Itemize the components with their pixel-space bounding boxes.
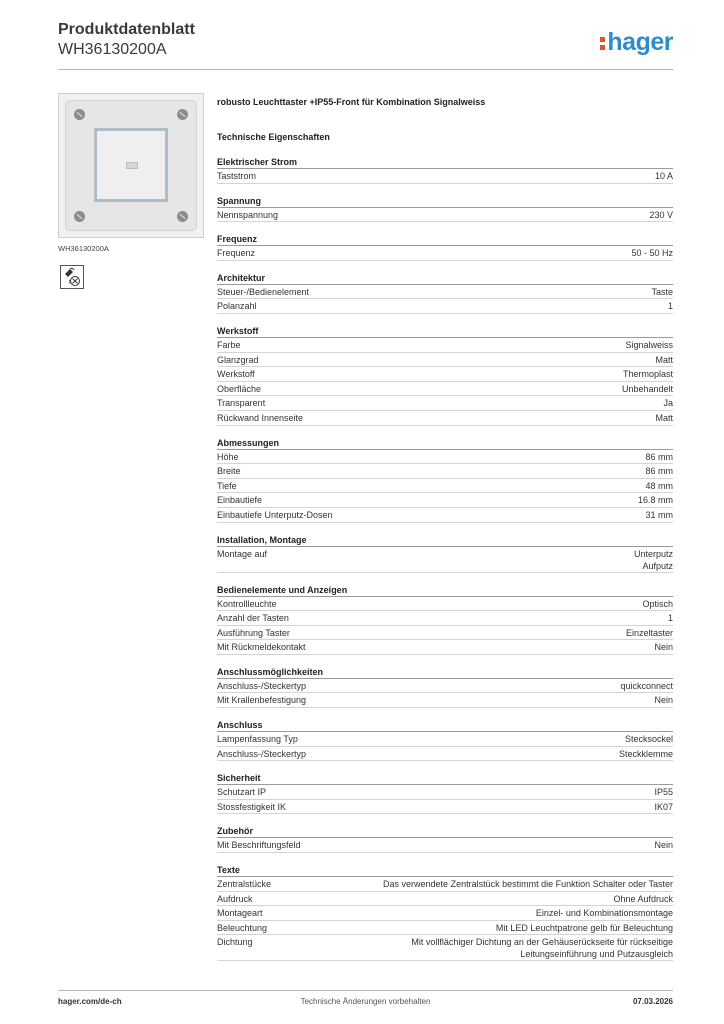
spec-key: Montageart	[217, 908, 263, 919]
article-number: WH36130200A	[58, 41, 167, 58]
switch-plate	[65, 100, 197, 231]
spec-key: Anschluss-/Steckertyp	[217, 748, 307, 759]
spec-key: Zentralstücke	[217, 879, 272, 890]
screw-icon	[177, 211, 188, 222]
spec-key: Werkstoff	[217, 369, 255, 380]
spec-key: Einbautiefe	[217, 495, 263, 506]
spec-key: Schutzart IP	[217, 787, 267, 798]
spec-key: Beleuchtung	[217, 922, 268, 933]
spec-key: Mit Krallenbefestigung	[217, 695, 307, 706]
spec-row	[217, 640, 673, 655]
spec-section	[217, 719, 673, 761]
spec-section	[217, 156, 673, 184]
spec-row	[217, 877, 673, 892]
spec-row	[217, 382, 673, 397]
spec-key: Höhe	[217, 451, 239, 462]
section-heading: Elektrischer Strom	[217, 156, 673, 169]
spec-value: 230 V	[649, 209, 673, 220]
spec-section	[217, 272, 673, 314]
spec-row	[217, 367, 673, 382]
spec-row	[217, 547, 673, 573]
spec-row	[217, 626, 673, 641]
spec-section	[217, 195, 673, 223]
spec-value: Ja	[663, 398, 673, 409]
spec-row	[217, 285, 673, 300]
spec-key: Ausführung Taster	[217, 627, 290, 638]
section-heading: Spannung	[217, 195, 673, 208]
spec-key: Glanzgrad	[217, 354, 259, 365]
spec-row	[217, 838, 673, 853]
section-heading: Bedienelemente und Anzeigen	[217, 584, 673, 597]
spec-value: Stecksockel	[624, 734, 673, 745]
spec-key: Nennspannung	[217, 209, 279, 220]
spec-value: Das verwendete Zentralstück bestimmt die Funktion Schalter oder Taster	[383, 879, 673, 890]
spec-row	[217, 906, 673, 921]
spec-key: Rückwand Innenseite	[217, 412, 304, 423]
screw-icon	[74, 211, 85, 222]
screw-icon	[74, 109, 85, 120]
ip55-protection-icon	[60, 265, 84, 289]
section-heading: Zubehör	[217, 825, 673, 838]
product-title: robusto Leuchttaster +IP55-Front für Kombination Signalweiss	[217, 97, 486, 107]
page-header	[58, 20, 673, 68]
spec-section	[217, 437, 673, 523]
footer-date: 07.03.2026	[632, 997, 673, 1006]
indicator-led	[126, 162, 138, 169]
spec-value: Unterputz Aufputz	[633, 548, 673, 571]
image-caption: WH36130200A	[58, 244, 109, 253]
spec-row	[217, 935, 673, 961]
section-heading: Frequenz	[217, 233, 673, 246]
spec-key: Lampenfassung Typ	[217, 734, 298, 745]
spec-row	[217, 338, 673, 353]
logo-text: hager	[607, 28, 673, 56]
hager-logo	[600, 28, 673, 56]
spec-value: Taste	[651, 286, 673, 297]
spec-value: 31 mm	[645, 509, 673, 520]
spec-key: Taststrom	[217, 171, 257, 181]
spec-value: Einzeltaster	[625, 627, 673, 638]
section-heading: Sicherheit	[217, 772, 673, 785]
section-heading: Werkstoff	[217, 325, 673, 338]
spec-value: 50 - 50 Hz	[631, 248, 673, 259]
spec-value: 10 A	[654, 171, 673, 181]
spec-value: Unbehandelt	[621, 383, 673, 394]
logo-dots-icon	[600, 35, 605, 51]
spec-value: Matt	[655, 354, 673, 365]
spec-row	[217, 396, 673, 411]
product-image	[58, 93, 204, 238]
spec-row	[217, 800, 673, 815]
spec-row	[217, 508, 673, 523]
spec-key: Oberfläche	[217, 383, 262, 394]
header-divider	[58, 69, 673, 70]
spec-section	[217, 772, 673, 814]
spec-row	[217, 892, 673, 907]
spec-row	[217, 464, 673, 479]
spec-key: Tiefe	[217, 480, 237, 491]
spec-section	[217, 584, 673, 655]
spec-key: Polanzahl	[217, 301, 257, 312]
spec-content	[217, 96, 673, 972]
section-heading: Anschluss	[217, 719, 673, 732]
spec-key: Einbautiefe Unterputz-Dosen	[217, 509, 333, 520]
spec-key: Kontrollleuchte	[217, 598, 277, 609]
section-heading: Architektur	[217, 272, 673, 285]
spec-row	[217, 611, 673, 626]
spec-key: Dichtung	[217, 937, 253, 948]
section-heading: Abmessungen	[217, 437, 673, 450]
spec-row	[217, 732, 673, 747]
spec-row	[217, 747, 673, 762]
spec-row	[217, 450, 673, 465]
spec-sections	[217, 156, 673, 961]
spec-key: Montage auf	[217, 548, 268, 559]
spec-value: 48 mm	[645, 480, 673, 491]
technical-properties-heading: Technische Eigenschaften	[217, 132, 330, 142]
screw-icon	[177, 109, 188, 120]
spec-row	[217, 479, 673, 494]
document-title: Produktdatenblatt	[58, 21, 195, 38]
spec-value: Steckklemme	[618, 748, 673, 759]
spec-row	[217, 169, 673, 184]
spec-value: IP55	[654, 787, 673, 798]
spec-value: Mit LED Leuchtpatrone gelb für Beleuchtung	[495, 922, 673, 933]
section-heading: Anschlussmöglichkeiten	[217, 666, 673, 679]
spec-row	[217, 411, 673, 426]
spec-key: Mit Beschriftungsfeld	[217, 840, 301, 851]
spec-row	[217, 921, 673, 936]
spec-value: Mit vollflächiger Dichtung an der Gehäuserückseite für rückseitige Leitungseinführung und Putzausgleich	[411, 937, 673, 960]
spec-value: Ohne Aufdruck	[613, 893, 673, 904]
spec-section	[217, 325, 673, 426]
footer-website: hager.com/de-ch	[58, 997, 122, 1006]
spec-section	[217, 825, 673, 853]
spec-value: IK07	[654, 801, 673, 812]
spec-section	[217, 534, 673, 573]
spec-value: 1	[667, 301, 673, 312]
section-heading: Texte	[217, 864, 673, 877]
spec-key: Aufdruck	[217, 893, 253, 904]
spec-value: 16.8 mm	[637, 495, 673, 506]
spec-key: Breite	[217, 466, 241, 477]
spec-key: Anzahl der Tasten	[217, 613, 289, 624]
spec-value: 86 mm	[645, 466, 673, 477]
spec-row	[217, 679, 673, 694]
footer-note: Technische Änderungen vorbehalten	[300, 997, 431, 1006]
spec-row	[217, 493, 673, 508]
spec-key: Frequenz	[217, 248, 256, 259]
spec-row	[217, 693, 673, 708]
spec-row	[217, 785, 673, 800]
spec-value: 86 mm	[645, 451, 673, 462]
switch-rocker	[94, 128, 168, 202]
spec-row	[217, 208, 673, 223]
spec-value: 1	[667, 613, 673, 624]
spec-key: Anschluss-/Steckertyp	[217, 680, 307, 691]
spec-row	[217, 246, 673, 261]
spec-key: Stossfestigkeit IK	[217, 801, 287, 812]
spec-value: Nein	[654, 695, 673, 706]
spec-value: Signalweiss	[625, 339, 673, 350]
spec-key: Farbe	[217, 339, 241, 350]
spec-section	[217, 864, 673, 961]
spec-value: Matt	[655, 412, 673, 423]
spec-value: Nein	[654, 642, 673, 653]
spec-row	[217, 299, 673, 314]
spec-value: Einzel- und Kombinationsmontage	[535, 908, 673, 919]
spec-value: quickconnect	[620, 680, 673, 691]
spec-key: Mit Rückmeldekontakt	[217, 642, 306, 653]
spec-value: Thermoplast	[622, 369, 673, 380]
spec-key: Steuer-/Bedienelement	[217, 286, 310, 297]
spec-value: Optisch	[642, 598, 673, 609]
spec-section	[217, 233, 673, 261]
page-footer	[58, 997, 673, 1009]
spec-section	[217, 666, 673, 708]
spec-row	[217, 597, 673, 612]
spec-row	[217, 353, 673, 368]
footer-divider	[58, 990, 673, 991]
section-heading: Installation, Montage	[217, 534, 673, 547]
spec-key: Transparent	[217, 398, 266, 409]
spec-value: Nein	[654, 840, 673, 851]
